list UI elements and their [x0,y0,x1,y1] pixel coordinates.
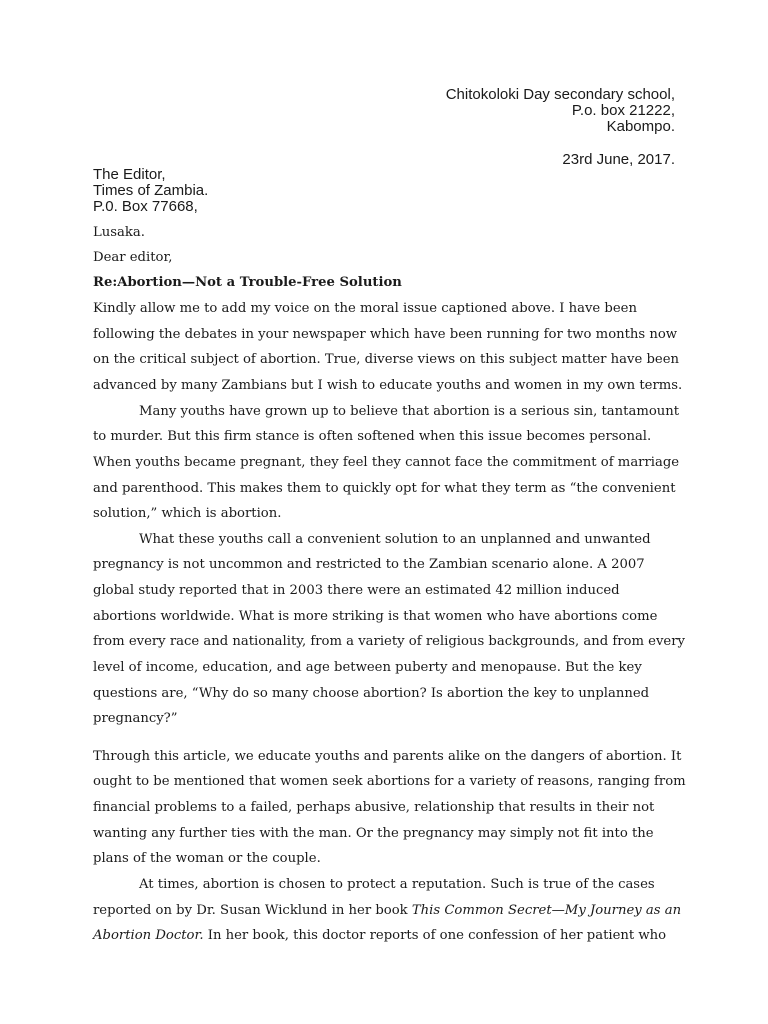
body-line [93,902,681,919]
body-line: pregnancy?” [93,711,178,726]
recipient-address-line: P.0. Box 77668, [93,198,198,215]
sender-address [446,87,675,135]
recipient-address-line: Times of Zambia. [93,182,209,199]
body-line: advanced by many Zambians but I wish to educate youths and women in my own terms. [93,378,683,393]
body-line: to murder. But this firm stance is often softened when this issue becomes personal. [93,429,652,444]
sender-address-line: Chitokoloki Day secondary school, [445,86,675,103]
recipient-city: Lusaka. [93,225,145,240]
body-text: reported on by Dr. Susan Wicklund in her book [93,903,412,918]
body-line: financial problems to a failed, perhaps abusive, relationship that results in their not [93,800,655,815]
body-line: wanting any further ties with the man. Or the pregnancy may simply not fit into the [93,826,654,841]
body-line: and parenthood. This makes them to quickly opt for what they term as “the convenient [93,481,676,496]
body-line: At times, abortion is chosen to protect a reputation. Such is true of the cases [139,877,655,892]
body-line: abortions worldwide. What is more striking is that women who have abortions come [93,609,658,624]
body-line: solution,” which is abortion. [93,506,282,521]
body-line: ought to be mentioned that women seek abortions for a variety of reasons, ranging from [93,774,686,789]
body-line: from every race and nationality, from a variety of religious backgrounds, and from every [93,634,685,649]
sender-address-line: Kabompo. [606,118,675,135]
book-title: This Common Secret—My Journey as an [411,903,682,918]
body-line: level of income, education, and age between puberty and menopause. But the key [93,660,642,675]
body-line: pregnancy is not uncommon and restricted to the Zambian scenario alone. A 2007 [93,557,645,572]
body-line: What these youths call a convenient solution to an unplanned and unwanted [139,532,651,547]
body-line: global study reported that in 2003 there were an estimated 42 million induced [93,583,620,598]
body-line: When youths became pregnant, they feel they cannot face the commitment of marriage [93,455,680,470]
body-line: Many youths have grown up to believe that abortion is a serious sin, tantamount [139,404,680,419]
recipient-address-line: The Editor, [93,166,166,183]
body-line [93,927,666,944]
subject-heading: Re:Abortion—Not a Trouble-Free Solution [93,275,402,290]
sender-address-line: P.o. box 21222, [571,102,675,119]
body-line: Through this article, we educate youths and parents alike on the dangers of abortion. It [93,749,682,764]
body-line: on the critical subject of abortion. True, diverse views on this subject matter have been [93,352,680,367]
letter-date: 23rd June, 2017. [562,151,675,168]
book-title: Abortion Doctor. [93,928,204,943]
body-line: questions are, “Why do so many choose abortion? Is abortion the key to unplanned [93,686,650,701]
recipient-address [93,167,208,215]
body-line: plans of the woman or the couple. [93,851,321,866]
body-line: Kindly allow me to add my voice on the moral issue captioned above. I have been [93,301,637,316]
body-text: In her book, this doctor reports of one confession of her patient who [203,928,667,943]
body-line: following the debates in your newspaper which have been running for two months now [93,327,678,342]
salutation: Dear editor, [93,250,173,265]
